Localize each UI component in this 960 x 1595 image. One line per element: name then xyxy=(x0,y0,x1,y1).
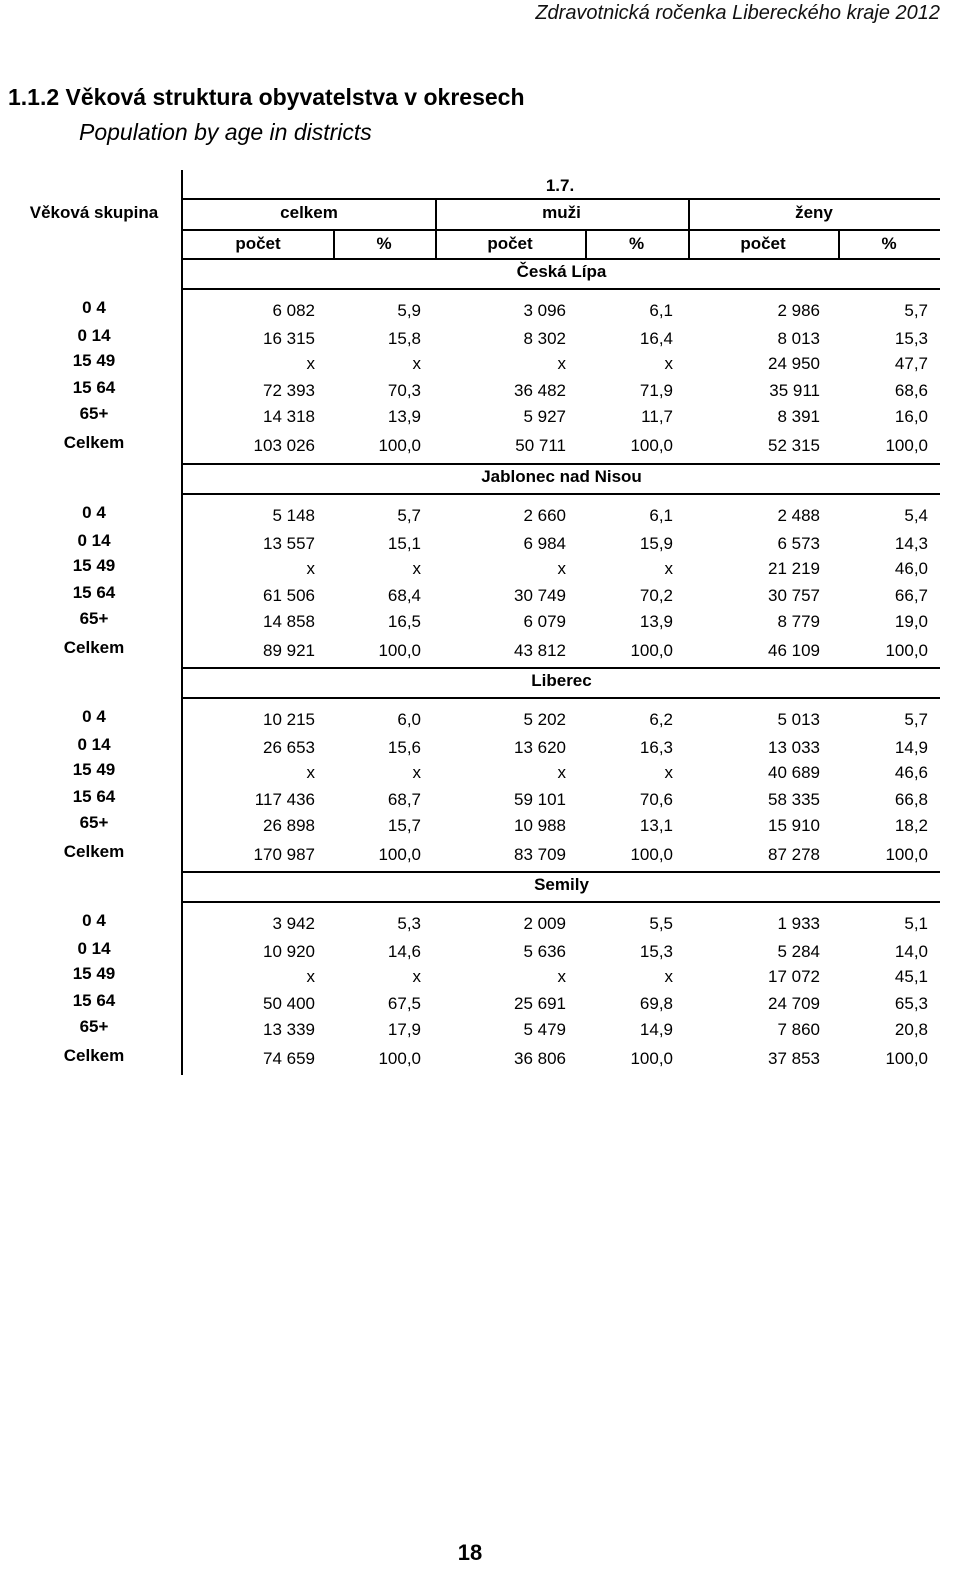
table-cell: 100,0 xyxy=(378,436,421,455)
table-cell: 100,0 xyxy=(378,845,421,864)
row-label-age-0-4: 0 4 xyxy=(82,503,106,522)
table-cell: x xyxy=(412,354,421,373)
table-cell: 40 689 xyxy=(768,763,820,782)
table-cell: 5,4 xyxy=(904,506,928,525)
table-cell: 100,0 xyxy=(885,1049,928,1068)
table-cell: x xyxy=(557,559,566,578)
header-celkem: celkem xyxy=(280,203,338,222)
table-cell: 19,0 xyxy=(894,612,928,631)
table-cell: 68,4 xyxy=(387,586,421,605)
subheader-zeny-pct: % xyxy=(881,234,897,253)
table-cell: 69,8 xyxy=(639,994,673,1013)
subheader-celkem-pocet: počet xyxy=(235,234,281,253)
table-cell: 5,7 xyxy=(904,710,928,729)
table-cell: 26 898 xyxy=(263,816,315,835)
table-cell: x xyxy=(557,763,566,782)
table-cell: 18,2 xyxy=(894,816,928,835)
table-cell: 89 921 xyxy=(263,641,315,660)
row-label-age-15-49: 15 49 xyxy=(72,760,116,779)
running-header: Zdravotnická ročenka Libereckého kraje 2012 xyxy=(535,2,940,24)
row-label-age-0-4: 0 4 xyxy=(82,298,106,317)
table-cell: 15,3 xyxy=(894,329,928,348)
subheader-rule xyxy=(183,229,940,231)
table-left-rule xyxy=(181,170,183,1075)
subheader-zeny-pocet: počet xyxy=(740,234,786,253)
table-cell: 100,0 xyxy=(885,845,928,864)
table-cell: 87 278 xyxy=(768,845,820,864)
table-cell: 13,9 xyxy=(639,612,673,631)
table-cell: 5 013 xyxy=(777,710,820,729)
table-cell: 100,0 xyxy=(885,641,928,660)
district-header: Česká Lípa xyxy=(516,262,607,281)
table-cell: 43 812 xyxy=(514,641,566,660)
column-rule xyxy=(435,230,437,258)
table-cell: 21 219 xyxy=(768,559,820,578)
table-cell: 46,6 xyxy=(894,763,928,782)
table-cell: 14,6 xyxy=(387,942,421,961)
district-bottom-rule xyxy=(183,493,940,495)
table-cell: 20,8 xyxy=(894,1020,928,1039)
district-bottom-rule xyxy=(183,697,940,699)
header-rule xyxy=(183,198,940,200)
table-cell: 6 079 xyxy=(523,612,566,631)
table-cell: 8 302 xyxy=(523,329,566,348)
table-cell: 2 009 xyxy=(523,914,566,933)
table-cell: 100,0 xyxy=(630,641,673,660)
row-label-age-15-49: 15 49 xyxy=(72,964,116,983)
table-cell: 5,9 xyxy=(397,301,421,320)
table-cell: 5 148 xyxy=(272,506,315,525)
table-cell: 13 557 xyxy=(263,534,315,553)
table-cell: 13 339 xyxy=(263,1020,315,1039)
table-cell: 26 653 xyxy=(263,738,315,757)
column-rule xyxy=(333,230,335,258)
row-label-age-15-64: 15 64 xyxy=(72,991,116,1010)
table-cell: 37 853 xyxy=(768,1049,820,1068)
district-header: Semily xyxy=(534,875,589,894)
table-cell: 16 315 xyxy=(263,329,315,348)
row-label-total: Celkem xyxy=(63,1046,125,1065)
header-age-group: Věková skupina xyxy=(29,203,159,222)
table-cell: 66,7 xyxy=(894,586,928,605)
table-cell: 5,7 xyxy=(397,506,421,525)
table-cell: x xyxy=(306,559,315,578)
table-cell: 100,0 xyxy=(885,436,928,455)
district-top-rule xyxy=(183,258,940,260)
table-cell: 100,0 xyxy=(378,641,421,660)
table-cell: x xyxy=(664,354,673,373)
table-cell: x xyxy=(664,559,673,578)
table-cell: 8 779 xyxy=(777,612,820,631)
table-cell: 7 860 xyxy=(777,1020,820,1039)
table-cell: 10 988 xyxy=(514,816,566,835)
table-cell: x xyxy=(664,763,673,782)
table-cell: 1 933 xyxy=(777,914,820,933)
subheader-celkem-pct: % xyxy=(376,234,392,253)
table-cell: 13,9 xyxy=(387,407,421,426)
table-cell: x xyxy=(412,763,421,782)
table-cell: 30 749 xyxy=(514,586,566,605)
table-cell: 5 202 xyxy=(523,710,566,729)
table-cell: 10 215 xyxy=(263,710,315,729)
row-label-age-0-4: 0 4 xyxy=(82,707,106,726)
table-number: 1.7. xyxy=(545,176,575,195)
table-cell: 15 910 xyxy=(768,816,820,835)
table-cell: x xyxy=(306,763,315,782)
row-label-age-15-64: 15 64 xyxy=(72,378,116,397)
table-cell: 71,9 xyxy=(639,381,673,400)
table-cell: 5 479 xyxy=(523,1020,566,1039)
table-cell: 65,3 xyxy=(894,994,928,1013)
table-cell: 14,0 xyxy=(894,942,928,961)
table-cell: 3 942 xyxy=(272,914,315,933)
table-cell: x xyxy=(306,967,315,986)
row-label-age-65-plus: 65+ xyxy=(79,404,109,423)
table-cell: 16,4 xyxy=(639,329,673,348)
table-cell: 100,0 xyxy=(378,1049,421,1068)
table-cell: 15,1 xyxy=(387,534,421,553)
table-cell: 6,1 xyxy=(649,506,673,525)
district-header: Liberec xyxy=(531,671,592,690)
table-cell: 14,3 xyxy=(894,534,928,553)
district-header: Jablonec nad Nisou xyxy=(481,467,642,486)
table-cell: 6 573 xyxy=(777,534,820,553)
table-cell: 70,3 xyxy=(387,381,421,400)
table-cell: 35 911 xyxy=(769,381,820,400)
row-label-age-0-4: 0 4 xyxy=(82,911,106,930)
row-label-age-65-plus: 65+ xyxy=(79,1017,109,1036)
table-cell: 13 033 xyxy=(768,738,820,757)
row-label-age-0-14: 0 14 xyxy=(77,939,111,958)
table-cell: 6,0 xyxy=(397,710,421,729)
table-cell: 58 335 xyxy=(768,790,820,809)
table-cell: 46,0 xyxy=(894,559,928,578)
column-rule xyxy=(688,230,690,258)
header-zeny: ženy xyxy=(795,203,833,222)
row-label-age-15-64: 15 64 xyxy=(72,787,116,806)
table-cell: 6 984 xyxy=(523,534,566,553)
subheader-muzi-pocet: počet xyxy=(487,234,533,253)
table-cell: 46 109 xyxy=(768,641,820,660)
table-cell: 2 488 xyxy=(777,506,820,525)
table-cell: 45,1 xyxy=(894,967,928,986)
table-cell: 16,0 xyxy=(894,407,928,426)
table-cell: x xyxy=(557,967,566,986)
table-cell: 13 620 xyxy=(514,738,566,757)
table-cell: 50 400 xyxy=(263,994,315,1013)
table-cell: x xyxy=(557,354,566,373)
table-cell: 8 013 xyxy=(777,329,820,348)
table-cell: 61 506 xyxy=(263,586,315,605)
table-cell: 16,5 xyxy=(387,612,421,631)
table-cell: 74 659 xyxy=(263,1049,315,1068)
table-cell: 36 806 xyxy=(514,1049,566,1068)
table-cell: x xyxy=(306,354,315,373)
row-label-age-65-plus: 65+ xyxy=(79,813,109,832)
row-label-age-65-plus: 65+ xyxy=(79,609,109,628)
table-cell: 3 096 xyxy=(523,301,566,320)
district-bottom-rule xyxy=(183,288,940,290)
table-cell: 2 986 xyxy=(777,301,820,320)
table-cell: 72 393 xyxy=(263,381,315,400)
district-top-rule xyxy=(183,871,940,873)
row-label-age-0-14: 0 14 xyxy=(77,531,111,550)
table-cell: 52 315 xyxy=(768,436,820,455)
table-cell: 17 072 xyxy=(768,967,820,986)
table-cell: 68,7 xyxy=(387,790,421,809)
district-top-rule xyxy=(183,463,940,465)
table-cell: 83 709 xyxy=(514,845,566,864)
group-rule xyxy=(435,198,437,230)
table-cell: 67,5 xyxy=(387,994,421,1013)
table-cell: 24 709 xyxy=(768,994,820,1013)
table-cell: 6,2 xyxy=(649,710,673,729)
table-cell: 15,8 xyxy=(387,329,421,348)
header-muzi: muži xyxy=(542,203,581,222)
table-cell: 10 920 xyxy=(263,942,315,961)
section-subtitle: Population by age in districts xyxy=(79,119,372,145)
row-label-age-0-14: 0 14 xyxy=(77,326,111,345)
table-cell: 24 950 xyxy=(768,354,820,373)
row-label-age-15-49: 15 49 xyxy=(72,351,116,370)
section-title: 1.1.2 Věková struktura obyvatelstva v okresech xyxy=(8,84,525,110)
table-cell: 14,9 xyxy=(639,1020,673,1039)
table-cell: 14 858 xyxy=(263,612,315,631)
table-cell: x xyxy=(412,559,421,578)
row-label-age-15-64: 15 64 xyxy=(72,583,116,602)
table-cell: 14,9 xyxy=(894,738,928,757)
table-cell: 5 927 xyxy=(523,407,566,426)
table-cell: 2 660 xyxy=(523,506,566,525)
subheader-muzi-pct: % xyxy=(628,234,645,253)
column-rule xyxy=(838,230,840,258)
table-cell: 100,0 xyxy=(630,1049,673,1068)
table-cell: 17,9 xyxy=(387,1020,421,1039)
group-rule xyxy=(688,198,690,230)
table-cell: 15,9 xyxy=(639,534,673,553)
row-label-total: Celkem xyxy=(63,842,125,861)
table-cell: 16,3 xyxy=(639,738,673,757)
row-label-total: Celkem xyxy=(63,433,125,452)
row-label-age-15-49: 15 49 xyxy=(72,556,116,575)
table-cell: 5,5 xyxy=(649,914,673,933)
table-cell: 11,7 xyxy=(641,407,673,426)
table-cell: 70,6 xyxy=(639,790,673,809)
table-cell: 5 284 xyxy=(777,942,820,961)
table-cell: 15,7 xyxy=(387,816,421,835)
table-cell: 68,6 xyxy=(894,381,928,400)
table-cell: 5,1 xyxy=(904,914,928,933)
page-number: 18 xyxy=(457,1540,483,1565)
row-label-total: Celkem xyxy=(63,638,125,657)
table-cell: x xyxy=(664,967,673,986)
table-cell: 50 711 xyxy=(515,436,566,455)
table-cell: 14 318 xyxy=(263,407,315,426)
table-cell: 66,8 xyxy=(894,790,928,809)
table-cell: 170 987 xyxy=(253,845,315,864)
table-cell: 25 691 xyxy=(514,994,566,1013)
table-cell: 6,1 xyxy=(649,301,673,320)
table-cell: 13,1 xyxy=(639,816,673,835)
row-label-age-0-14: 0 14 xyxy=(77,735,111,754)
table-cell: 47,7 xyxy=(894,354,928,373)
district-top-rule xyxy=(183,667,940,669)
district-bottom-rule xyxy=(183,901,940,903)
table-cell: 15,6 xyxy=(387,738,421,757)
table-cell: 100,0 xyxy=(630,845,673,864)
table-cell: 5,3 xyxy=(397,914,421,933)
table-cell: 117 436 xyxy=(254,790,315,809)
table-cell: 103 026 xyxy=(253,436,315,455)
table-cell: 6 082 xyxy=(272,301,315,320)
table-cell: 5 636 xyxy=(523,942,566,961)
column-rule xyxy=(585,230,587,258)
table-cell: 100,0 xyxy=(630,436,673,455)
table-cell: 5,7 xyxy=(904,301,928,320)
table-cell: 15,3 xyxy=(639,942,673,961)
table-cell: 30 757 xyxy=(768,586,820,605)
table-cell: 59 101 xyxy=(514,790,566,809)
table-cell: x xyxy=(412,967,421,986)
table-cell: 36 482 xyxy=(514,381,566,400)
table-cell: 70,2 xyxy=(639,586,673,605)
table-cell: 8 391 xyxy=(777,407,820,426)
